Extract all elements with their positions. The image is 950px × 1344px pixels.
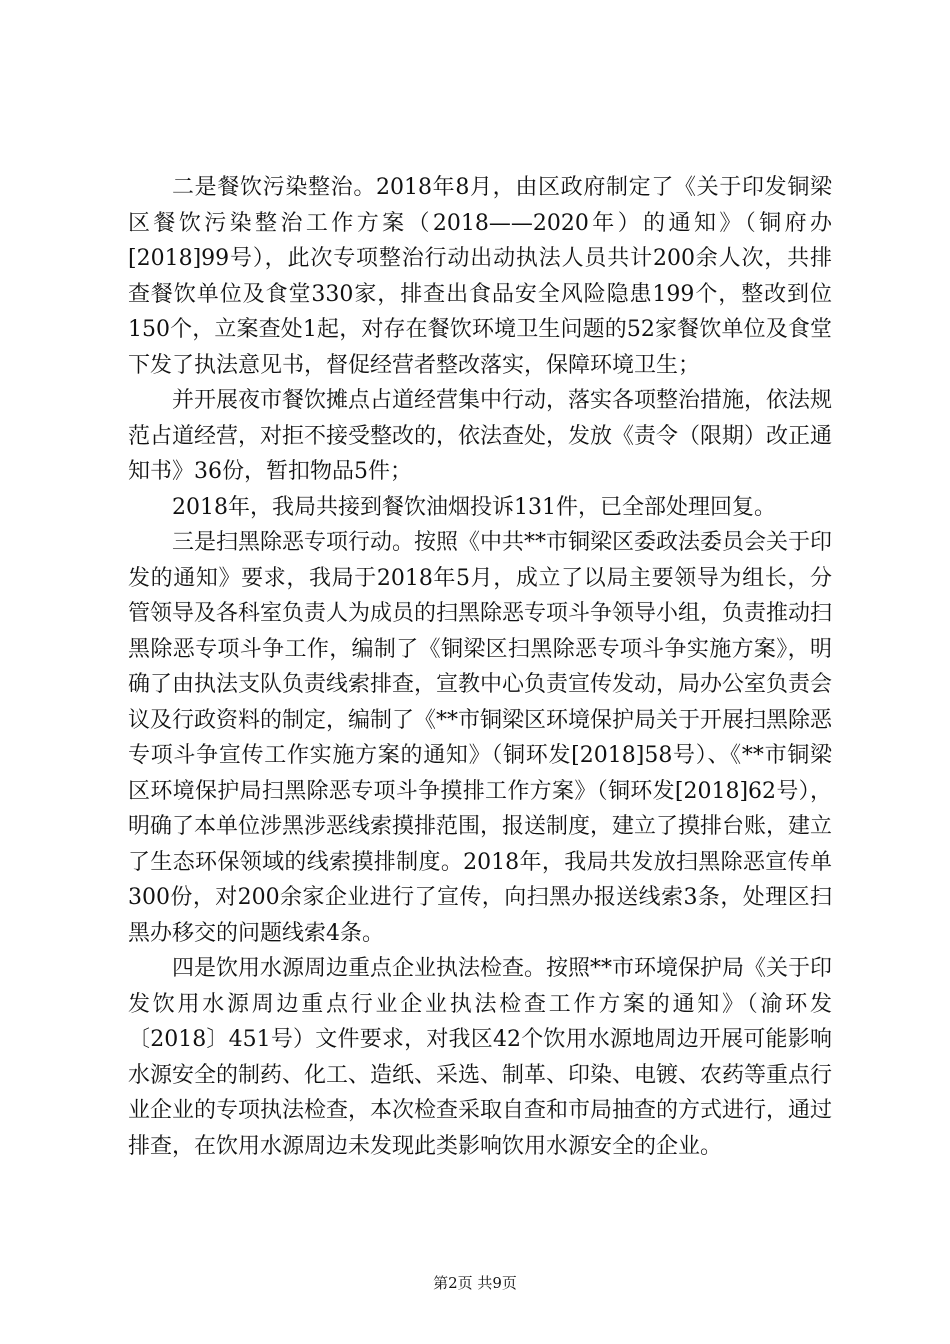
page-number-footer: 第2页 共9页 — [433, 1274, 517, 1292]
paragraph-catering-pollution: 二是餐饮污染整治。2018年8月，由区政府制定了《关于印发铜梁区餐饮污染整治工作方案（2018——2020年）的通知》（铜府办[2018]99号），此次专项整治行动出动执法人员共计200余人次，共排查餐饮单位及食堂330家，排查出食品安全风险隐患199个，整改到位150个，立案查处1起，对存在餐饮环境卫生问题的52家餐饮单位及食堂下发了执法意见书，督促经营者整改落实，保障环境卫生； — [128, 175, 832, 378]
paragraph-night-market: 并开展夜市餐饮摊点占道经营集中行动，落实各项整治措施，依法规范占道经营，对拒不接受整改的，依法查处，发放《责令（限期）改正通知书》36份，暂扣物品5件； — [128, 388, 833, 484]
paragraph-complaints: 2018年，我局共接到餐饮油烟投诉131件，已全部处理回复。 — [172, 494, 776, 520]
paragraph-anti-gang: 三是扫黑除恶专项行动。按照《中共**市铜梁区委政法委员会关于印发的通知》要求，我局于2018年5月，成立了以局主要领导为组长，分管领导及各科室负责人为成员的扫黑除恶专项斗争领导小组，负责推动扫黑除恶专项斗争工作，编制了《铜梁区扫黑除恶专项斗争实施方案》，明确了由执法支队负责线索排查，宣教中心负责宣传发动，局办公室负责会议及行政资料的制定，编制了《**市铜梁区环境保护局关于开展扫黑除恶专项斗争宣传工作实施方案的通知》（铜环发[2018]58号）、《**市铜梁区环境保护局扫黑除恶专项斗争摸排工作方案》（铜环发[2018]62号），明确了本单位涉黑涉恶线索摸排范围，报送制度，建立了摸排台账，建立了生态环保领域的线索摸排制度。2018年，我局共发放扫黑除恶宣传单300份，对200余家企业进行了宣传，向扫黑办报送线索3条，处理区扫黑办移交的问题线索4条。 — [128, 530, 833, 946]
paragraph-water-source: 四是饮用水源周边重点企业执法检查。按照**市环境保护局《关于印发饮用水源周边重点行业企业执法检查工作方案的通知》（渝环发〔2018〕451号）文件要求，对我区42个饮用水源地周边开展可能影响水源安全的制药、化工、造纸、采选、制革、印染、电镀、农药等重点行业企业的专项执法检查，本次检查采取自查和市局抽查的方式进行，通过排查，在饮用水源周边未发现此类影响饮用水源安全的企业。 — [128, 956, 833, 1159]
document-body — [128, 170, 832, 1164]
